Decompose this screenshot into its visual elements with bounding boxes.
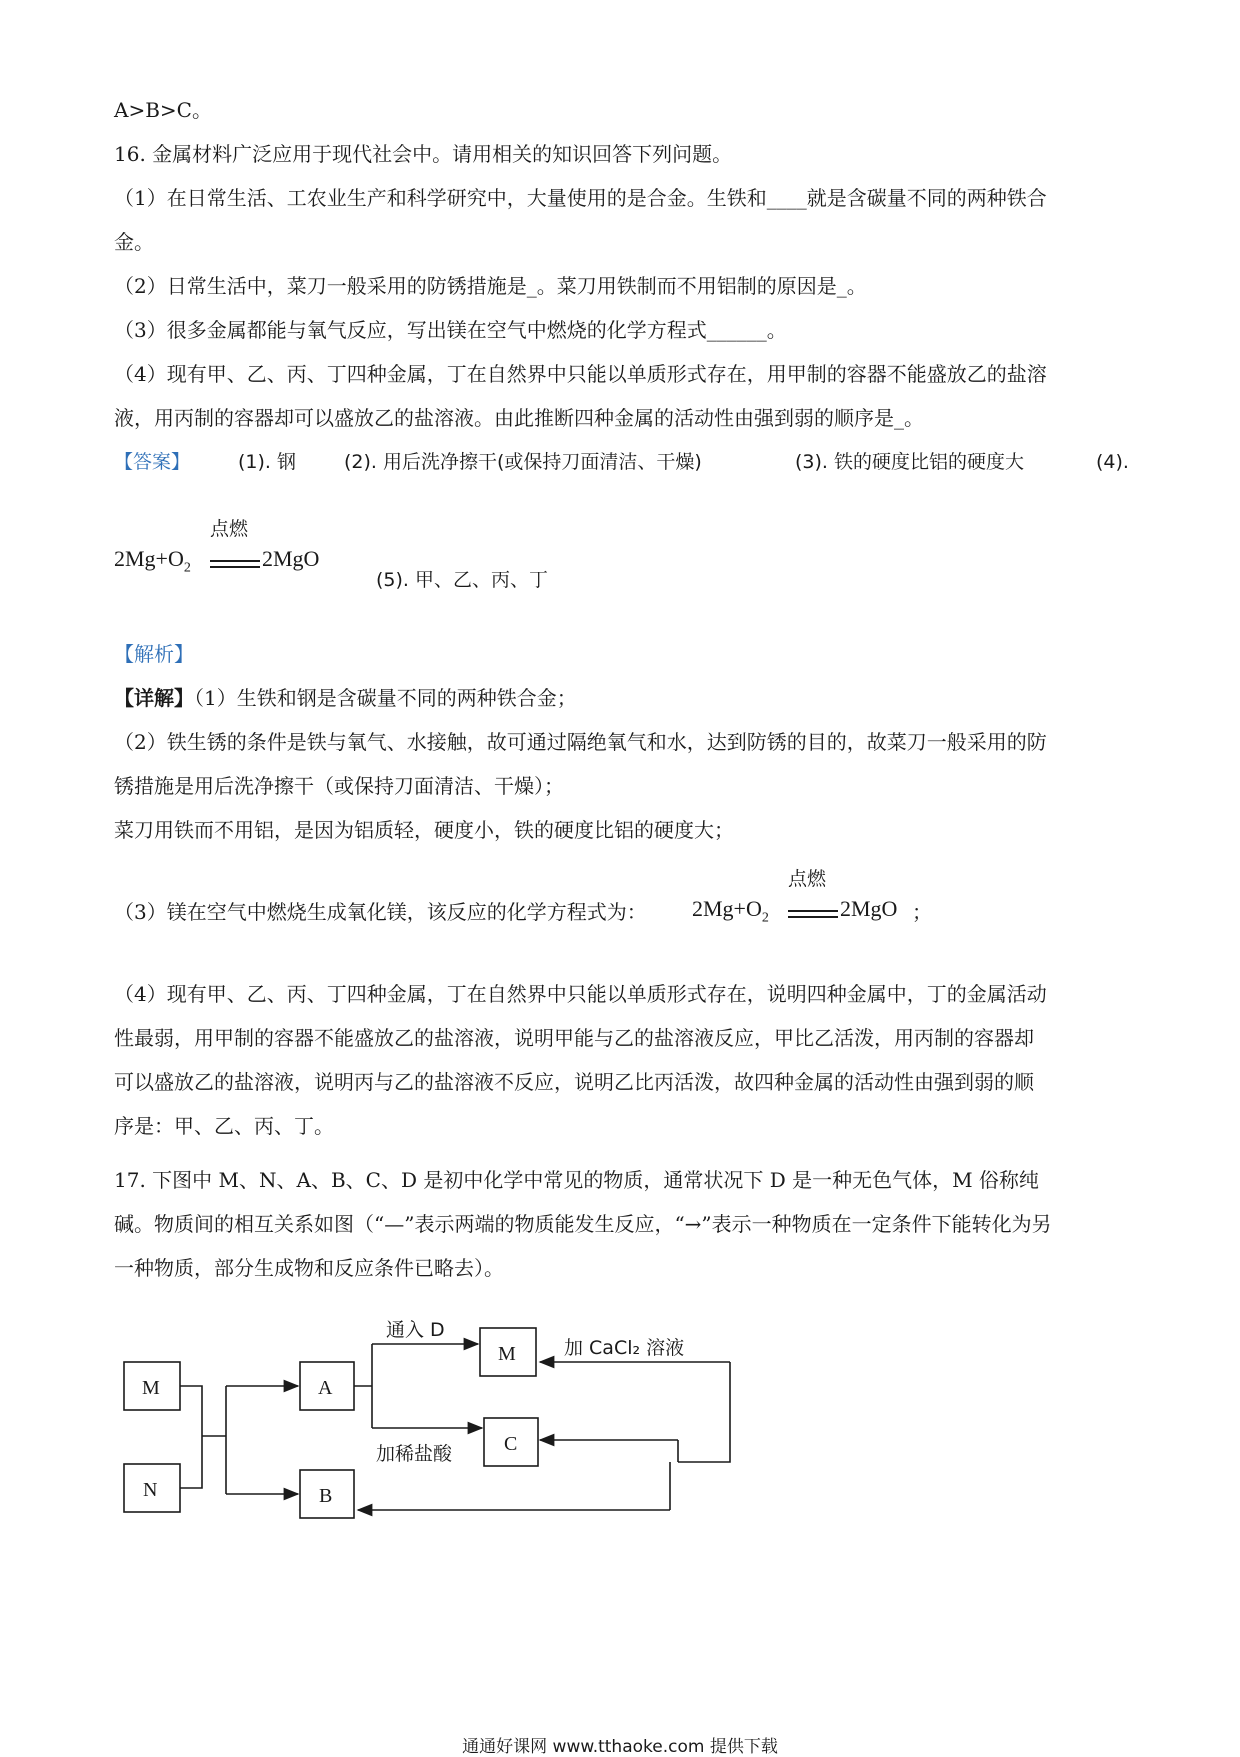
label-add-hcl: 加稀盐酸 (376, 1443, 453, 1465)
question-16-part-4-cont: 液，用丙制的容器却可以盛放乙的盐溶液。由此推断四种金属的活动性由强到弱的顺序是_。 (114, 406, 924, 430)
answer-item-3: (3). 铁的硬度比铝的硬度大 (795, 451, 1024, 473)
equation-lhs: 2Mg+O (114, 546, 184, 571)
answer-item-2: (2). 用后洗净擦干(或保持刀面清洁、干燥) (344, 451, 702, 473)
question-16-part-1: （1）在日常生活、工农业生产和科学研究中，大量使用的是合金。生铁和____就是含碳量不同的两种铁合 (114, 186, 1047, 210)
equation-subscript: 2 (183, 560, 191, 576)
detail-line-7: 性最弱，用甲制的容器不能盛放乙的盐溶液，说明甲能与乙的盐溶液反应，甲比乙活泼，用丙制的容器却 (114, 1026, 1034, 1050)
detail-text-1: （1）生铁和钢是含碳量不同的两种铁合金； (194, 686, 577, 710)
detail-line-3: 锈措施是用后洗净擦干（或保持刀面清洁、干燥）； (114, 774, 564, 798)
equation-subscript: 2 (761, 910, 769, 926)
box-b-label: B (319, 1485, 333, 1507)
detail-line-5-end: ； (912, 900, 932, 924)
box-c-label: C (504, 1433, 518, 1455)
question-16-part-4: （4）现有甲、乙、丙、丁四种金属，丁在自然界中只能以单质形式存在，用甲制的容器不能盛放乙的盐溶 (114, 362, 1047, 386)
box-m-left-label: M (142, 1377, 160, 1399)
box-a-label: A (318, 1377, 333, 1399)
box-n-label: N (143, 1479, 158, 1501)
label-add-cacl2: 加 CaCl₂ 溶液 (564, 1337, 685, 1359)
equation-lhs: 2Mg+O (692, 896, 762, 921)
detail-line-4: 菜刀用铁而不用铝，是因为铝质轻，硬度小，铁的硬度比铝的硬度大； (114, 818, 734, 842)
question-16-part-2: （2）日常生活中，菜刀一般采用的防锈措施是_。菜刀用铁制而不用铝制的原因是_。 (114, 274, 867, 298)
join-line-mn (180, 1386, 202, 1488)
answer-item-1: (1). 钢 (238, 451, 296, 473)
question-17-stem: 17. 下图中 M、N、A、B、C、D 是初中化学中常见的物质，通常状况下 D 是一种无色气体，M 俗称纯 (114, 1168, 1039, 1192)
question-17-stem-cont-2: 一种物质，部分生成物和反应条件已略去）。 (114, 1256, 504, 1280)
answer-item-5: (5). 甲、乙、丙、丁 (376, 569, 548, 591)
text-line: A>B>C。 (114, 98, 212, 122)
answer-item-4: (4). (1096, 451, 1129, 473)
question-17-stem-cont: 碱。物质间的相互关系如图（“—”表示两端的物质能发生反应，“→”表示一种物质在一定条件下能转化为另 (114, 1212, 1052, 1236)
box-m-right-label: M (498, 1343, 516, 1365)
equation-condition: 点燃 (788, 868, 827, 890)
detail-label: 【详解】 (114, 686, 194, 710)
detail-line-2: （2）铁生锈的条件是铁与氧气、水接触，故可通过隔绝氧气和水，达到防锈的目的，故菜刀一般采用的防 (114, 730, 1047, 754)
detail-line-9: 序是：甲、乙、丙、丁。 (114, 1114, 334, 1138)
analysis-label: 【解析】 (114, 642, 194, 666)
page-footer: 通通好课网 www.tthaoke.com 提供下载 (462, 1737, 778, 1757)
answer-label: 【答案】 (114, 451, 191, 473)
equation-rhs: 2MgO (262, 546, 320, 571)
question-16-part-3: （3）很多金属都能与氧气反应，写出镁在空气中燃烧的化学方程式______。 (114, 318, 787, 342)
detail-line-5: （3）镁在空气中燃烧生成氧化镁，该反应的化学方程式为： (114, 900, 647, 924)
detail-line-6: （4）现有甲、乙、丙、丁四种金属，丁在自然界中只能以单质形式存在，说明四种金属中，丁的金属活动 (114, 982, 1047, 1006)
right-loop-line (678, 1362, 730, 1462)
equation-rhs: 2MgO (840, 896, 898, 921)
question-16-stem: 16. 金属材料广泛应用于现代社会中。请用相关的知识回答下列问题。 (114, 142, 733, 166)
equation-condition: 点燃 (210, 518, 249, 540)
question-16-part-1-cont: 金。 (114, 230, 154, 254)
label-pass-d: 通入 D (386, 1319, 445, 1341)
detail-line-8: 可以盛放乙的盐溶液，说明丙与乙的盐溶液不反应，说明乙比丙活泼，故四种金属的活动性由强到弱的顺 (114, 1070, 1034, 1094)
